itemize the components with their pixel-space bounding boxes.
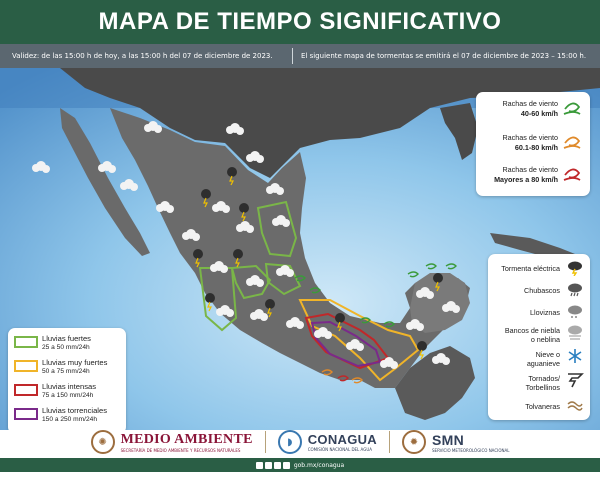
wind-legend-range: 60.1-80 km/h bbox=[514, 143, 558, 152]
phenomena-label bbox=[527, 350, 560, 368]
conagua-logo bbox=[266, 427, 389, 457]
phenomena-label: Tolvaneras bbox=[525, 402, 560, 411]
wind-swirl-icon bbox=[562, 133, 584, 153]
rainfall-range: 25 a 50 mm/24h bbox=[42, 344, 90, 351]
phenomena-legend bbox=[488, 254, 590, 420]
phenomena-label-line2: aguanieve bbox=[526, 359, 560, 368]
wind-legend-item bbox=[476, 130, 590, 158]
rainfall-label: Lluvias torrenciales bbox=[42, 406, 107, 415]
phenomena-label: Tormenta eléctrica bbox=[501, 264, 560, 273]
wind-legend-item bbox=[476, 162, 590, 190]
rainfall-swatch-very-strong bbox=[14, 360, 38, 372]
rainfall-swatch-intense bbox=[14, 384, 38, 396]
rainfall-label: Lluvias muy fuertes bbox=[42, 358, 108, 367]
phenomena-label-line1: Tornados/ bbox=[528, 374, 560, 383]
rainfall-legend-item bbox=[14, 334, 124, 358]
fog-icon bbox=[566, 324, 584, 340]
phenomena-label-line2: Torbellinos bbox=[525, 383, 560, 392]
logo-title: MEDIO AMBIENTE bbox=[120, 431, 253, 447]
globe-icon: ✹ bbox=[402, 430, 426, 454]
phenomena-label bbox=[505, 326, 560, 344]
phenomena-label: Lloviznas bbox=[530, 308, 560, 317]
validity-text: Validez: de las 15:00 h de hoy, a las 15:00 h del 07 de diciembre de 2023. bbox=[12, 52, 273, 60]
twitter-icon[interactable] bbox=[265, 462, 272, 469]
wind-legend-range: Mayores a 80 km/h bbox=[494, 175, 558, 184]
rainfall-label: Lluvias fuertes bbox=[42, 334, 91, 343]
rainfall-label: Lluvias intensas bbox=[42, 382, 97, 391]
next-issue-text: El siguiente mapa de tormentas se emitirá el 07 de diciembre de 2023 – 15:00 h. bbox=[301, 52, 587, 60]
instagram-icon[interactable] bbox=[283, 462, 290, 469]
water-drop-icon: ◗ bbox=[278, 430, 302, 454]
phenomena-label-line1: Nieve o bbox=[535, 350, 560, 359]
wind-legend-range: 40-60 km/h bbox=[520, 109, 558, 118]
rainfall-swatch-torrential bbox=[14, 408, 38, 420]
rainfall-legend bbox=[8, 328, 126, 434]
website-link[interactable]: gob.mx/conagua bbox=[293, 461, 345, 469]
medio-ambiente-logo bbox=[79, 427, 265, 457]
wind-legend-item bbox=[476, 96, 590, 124]
facebook-icon[interactable] bbox=[256, 462, 263, 469]
social-icons bbox=[256, 462, 290, 469]
header-bar bbox=[0, 0, 600, 44]
logo-title: SMN bbox=[432, 431, 465, 448]
wind-swirl-icon bbox=[562, 99, 584, 119]
footer-bar bbox=[0, 458, 600, 472]
tornado-icon bbox=[566, 372, 584, 388]
youtube-icon[interactable] bbox=[274, 462, 281, 469]
page-title: MAPA DE TIEMPO SIGNIFICATIVO bbox=[98, 8, 502, 35]
wind-gust-legend bbox=[476, 92, 590, 196]
rainfall-legend-item bbox=[14, 382, 124, 406]
thunderstorm-icon bbox=[566, 260, 584, 276]
logo-subtitle: SERVICIO METEOROLÓGICO NACIONAL bbox=[432, 447, 510, 453]
rainfall-range: 75 a 150 mm/24h bbox=[42, 392, 94, 399]
logo-title: CONAGUA bbox=[307, 432, 377, 447]
phenomena-label-line1: Bancos de niebla bbox=[504, 326, 560, 335]
validity-bar bbox=[0, 44, 600, 68]
drizzle-icon bbox=[566, 304, 584, 320]
phenomena-label bbox=[526, 374, 560, 392]
snowflake-icon bbox=[566, 348, 584, 364]
bottom-margin bbox=[0, 472, 600, 500]
showers-icon bbox=[566, 282, 584, 298]
wind-swirl-icon bbox=[562, 165, 584, 185]
smn-logo bbox=[390, 427, 521, 457]
logo-subtitle: SECRETARÍA DE MEDIO AMBIENTE Y RECURSOS NATURALES bbox=[120, 447, 241, 453]
rainfall-range: 50 a 75 mm/24h bbox=[42, 368, 90, 375]
rainfall-swatch-strong bbox=[14, 336, 38, 348]
dust-storm-icon bbox=[566, 398, 584, 414]
eagle-seal-icon: ✺ bbox=[91, 430, 115, 454]
wind-legend-label: Rachas de viento bbox=[502, 165, 558, 174]
phenomena-label: Chubascos bbox=[524, 286, 560, 295]
agency-logos bbox=[0, 424, 600, 460]
wind-legend-label: Rachas de viento bbox=[502, 99, 558, 108]
phenomena-label-line2: o neblina bbox=[530, 335, 560, 344]
logo-subtitle: COMISIÓN NACIONAL DEL AGUA bbox=[307, 447, 372, 452]
wind-legend-label: Rachas de viento bbox=[502, 133, 558, 142]
rainfall-range: 150 a 250 mm/24h bbox=[42, 416, 97, 423]
rainfall-legend-item bbox=[14, 358, 124, 382]
